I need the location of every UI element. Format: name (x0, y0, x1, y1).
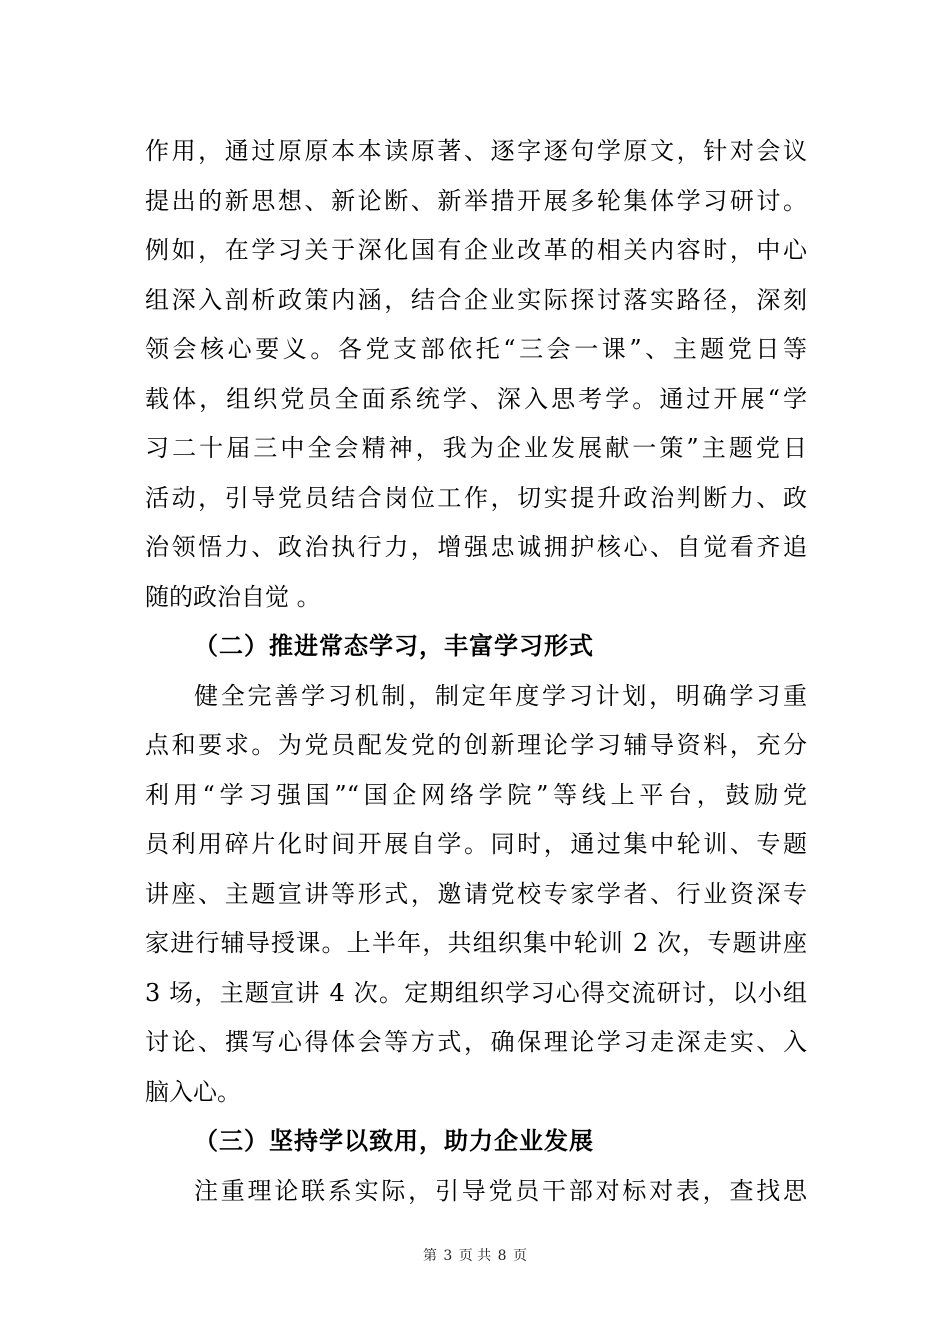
text-line: 习二十届三中全会精神，我为企业发展献一策”主题党日 (145, 434, 807, 462)
section-heading: （二）推进常态学习，丰富学习形式 (194, 632, 594, 660)
footer-current-page: 3 (443, 1248, 453, 1264)
text-line: 组深入剖析政策内涵，结合企业实际探讨落实路径，深刻 (145, 285, 807, 314)
text-line: 脑入心。 (145, 1077, 241, 1106)
text-line: 领会核心要义。各党支部依托“三会一课”、主题党日等 (145, 335, 807, 363)
text-line: 作用，通过原原本本读原著、逐字逐句学原文，针对会议 (145, 137, 807, 165)
text-line: 3 场，主题宣讲 4 次。定期组织学习心得交流研讨，以小组 (145, 978, 807, 1007)
footer-middle: 页 共 (458, 1248, 492, 1264)
footer-prefix: 第 (422, 1248, 437, 1264)
text-line: 活动，引导党员结合岗位工作，切实提升政治判断力、政 (145, 483, 807, 512)
footer-total-pages: 8 (497, 1248, 507, 1264)
text-line: 健全完善学习机制，制定年度学习计划，明确学习重 (194, 681, 807, 710)
footer-suffix: 页 (513, 1248, 528, 1264)
page-footer (0, 1245, 950, 1265)
text-line: 治领悟力、政治执行力，增强忠诚拥护核心、自觉看齐追 (145, 533, 807, 561)
text-line: 家进行辅导授课。上半年，共组织集中轮训 2 次，专题讲座 (145, 929, 807, 957)
text-line: 随的政治自觉 。 (145, 582, 321, 611)
text-line: 点和要求。为党员配发党的创新理论学习辅导资料，充分 (145, 731, 807, 759)
text-line: 讲座、主题宣讲等形式，邀请党校专家学者、行业资深专 (145, 879, 807, 908)
text-line: 例如，在学习关于深化国有企业改革的相关内容时，中心 (145, 236, 807, 264)
text-line: 讨论、撰写心得体会等方式，确保理论学习走深走实、入 (145, 1028, 807, 1056)
text-line: 利用“学习强国”“国企网络学院”等线上平台，鼓励党 (145, 780, 807, 809)
text-line: 员利用碎片化时间开展自学。同时，通过集中轮训、专题 (145, 830, 807, 858)
text-line: 提出的新思想、新论断、新举措开展多轮集体学习研讨。 (145, 186, 807, 215)
text-line: 载体，组织党员全面系统学、深入思考学。通过开展“学 (145, 384, 807, 413)
text-line: 注重理论联系实际，引导党员干部对标对表，查找思 (194, 1176, 807, 1205)
section-heading: （三）坚持学以致用，助力企业发展 (194, 1127, 594, 1155)
